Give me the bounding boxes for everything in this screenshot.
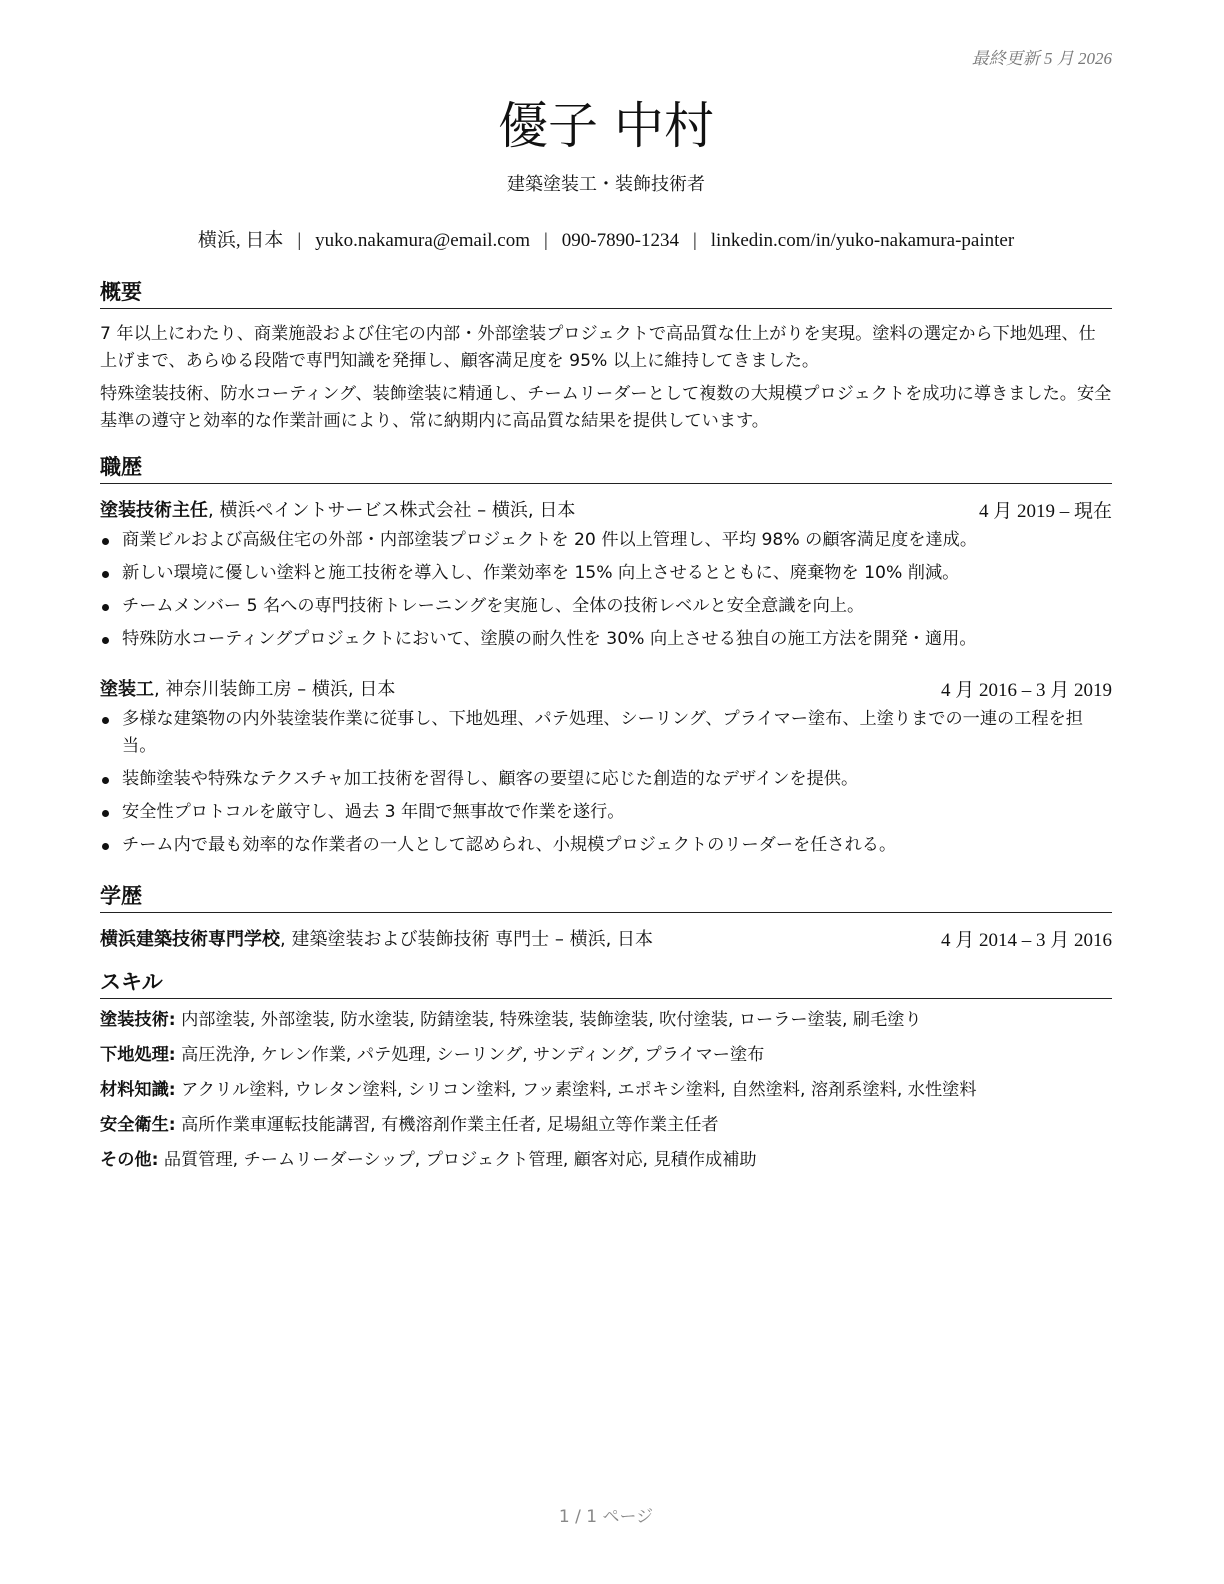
skill-value: 品質管理, チームリーダーシップ, プロジェクト管理, 顧客対応, 見積作成補助 bbox=[158, 1150, 757, 1170]
last-updated: 最終更新 5 月 2026 bbox=[971, 49, 1112, 68]
contact-email[interactable]: yuko.nakamura@email.com bbox=[315, 230, 530, 251]
summary-section bbox=[100, 276, 1112, 435]
job-bullet: 多様な建築物の内外装塗装作業に従事し、下地処理、パテ処理、シーリング、プライマー塗布、上塗りまでの一連の工程を担当。 bbox=[100, 706, 1112, 760]
school-name: 横浜建築技術専門学校 bbox=[100, 929, 280, 950]
job-org: , 横浜ペイントサービス株式会社 – 横浜, 日本 bbox=[208, 500, 576, 521]
job-bullet: 安全性プロトコルを厳守し、過去 3 年間で無事故で作業を遂行。 bbox=[100, 799, 1112, 826]
skill-label: 材料知識: bbox=[100, 1080, 176, 1100]
section-title: スキル bbox=[100, 966, 1112, 999]
section-title: 概要 bbox=[100, 276, 1112, 309]
skill-value: 内部塗装, 外部塗装, 防水塗装, 防錆塗装, 特殊塗装, 装飾塗装, 吹付塗装, ローラー塗装, 刷毛塗り bbox=[175, 1010, 922, 1030]
contact-linkedin[interactable]: linkedin.com/in/yuko-nakamura-painter bbox=[710, 230, 1015, 251]
resume-page bbox=[100, 0, 1112, 1584]
skill-label: 安全衛生: bbox=[100, 1115, 176, 1135]
job-role: 塗装技術主任 bbox=[100, 500, 208, 521]
section-title: 学歴 bbox=[100, 880, 1112, 913]
skill-label: 下地処理: bbox=[100, 1045, 176, 1065]
job-role: 塗装工 bbox=[100, 679, 154, 700]
education-entry bbox=[100, 925, 1112, 952]
skill-value: アクリル塗料, ウレタン塗料, シリコン塗料, フッ素塗料, エポキシ塗料, 自然塗料, 溶剤系塗料, 水性塗料 bbox=[175, 1080, 977, 1100]
section-title: 職歴 bbox=[100, 451, 1112, 484]
page-number: 1 / 1 ページ bbox=[558, 1507, 654, 1527]
job-bullet: 特殊防水コーティングプロジェクトにおいて、塗膜の耐久性を 30% 向上させる独自の施工方法を開発・適用。 bbox=[100, 626, 1112, 653]
skill-value: 高所作業車運転技能講習, 有機溶剤作業主任者, 足場組立等作業主任者 bbox=[175, 1115, 719, 1135]
contact-line bbox=[100, 225, 1112, 252]
contact-phone[interactable]: 090-7890-1234 bbox=[561, 230, 679, 251]
experience-section bbox=[100, 451, 1112, 865]
skill-value: 高圧洗浄, ケレン作業, パテ処理, シーリング, サンディング, プライマー塗布 bbox=[175, 1045, 765, 1065]
headline: 建築塗装工・装飾技術者 bbox=[507, 174, 705, 195]
education-detail: , 建築塗装および装飾技術 専門士 – 横浜, 日本 bbox=[280, 929, 654, 950]
job-bullet: 装飾塗装や特殊なテクスチャ加工技術を習得し、顧客の要望に応じた創造的なデザインを提供。 bbox=[100, 766, 1112, 793]
summary-paragraph: 特殊塗装技術、防水コーティング、装飾塗装に精通し、チームリーダーとして複数の大規模プロジェクトを成功に導きました。安全基準の遵守と効率的な作業計画により、常に納期内に高品質な結果を提供しています。 bbox=[100, 384, 1112, 431]
skill-label: その他: bbox=[100, 1150, 159, 1170]
education-section bbox=[100, 880, 1112, 952]
education-date: 4 月 2014 – 3 月 2016 bbox=[940, 930, 1112, 951]
contact-separator: | bbox=[692, 230, 697, 251]
job-bullet: 新しい環境に優しい塗料と施工技術を導入し、作業効率を 15% 向上させるとともに、廃棄物を 10% 削減。 bbox=[100, 560, 1112, 587]
job-org: , 神奈川装飾工房 – 横浜, 日本 bbox=[154, 679, 396, 700]
job-header bbox=[100, 675, 1112, 702]
skill-row bbox=[100, 1112, 1112, 1139]
skill-row bbox=[100, 1077, 1112, 1104]
job-entry bbox=[100, 496, 1112, 653]
summary-paragraph: 7 年以上にわたり、商業施設および住宅の内部・外部塗装プロジェクトで高品質な仕上がりを実現。塗料の選定から下地処理、仕上げまで、あらゆる段階で専門知識を発揮し、顧客満足度を 95% 以上に維持してきました。 bbox=[100, 324, 1096, 371]
job-bullet: 商業ビルおよび高級住宅の外部・内部塗装プロジェクトを 20 件以上管理し、平均 98% の顧客満足度を達成。 bbox=[100, 527, 1112, 554]
job-date: 4 月 2016 – 3 月 2019 bbox=[940, 680, 1112, 701]
skill-row bbox=[100, 1147, 1112, 1174]
contact-separator: | bbox=[543, 230, 548, 251]
skill-row bbox=[100, 1042, 1112, 1069]
job-bullet: チーム内で最も効率的な作業者の一人として認められ、小規模プロジェクトのリーダーを任される。 bbox=[100, 832, 1112, 859]
skills-section bbox=[100, 966, 1112, 1174]
skill-row bbox=[100, 1007, 1112, 1034]
contact-separator: | bbox=[297, 230, 302, 251]
candidate-name: 優子 中村 bbox=[498, 97, 714, 155]
contact-location: 横浜, 日本 bbox=[197, 230, 284, 251]
job-bullet: チームメンバー 5 名への専門技術トレーニングを実施し、全体の技術レベルと安全意識を向上。 bbox=[100, 593, 1112, 620]
job-date: 4 月 2019 – 現在 bbox=[978, 501, 1112, 522]
job-entry bbox=[100, 675, 1112, 859]
skill-label: 塗装技術: bbox=[100, 1010, 176, 1030]
job-header bbox=[100, 496, 1112, 523]
